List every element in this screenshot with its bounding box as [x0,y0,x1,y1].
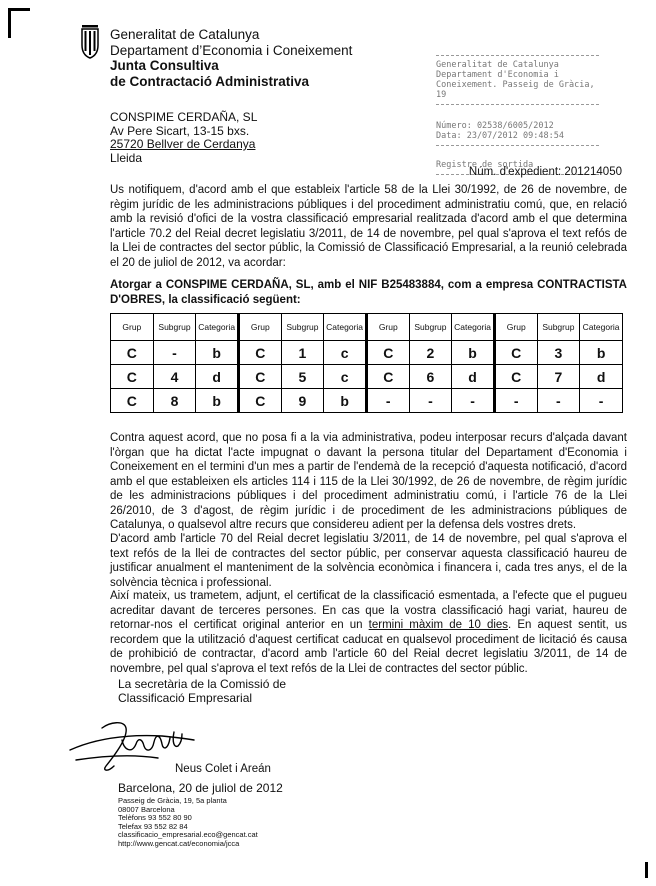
contact-website: http://www.gencat.cat/economia/jcca [118,838,240,848]
table-cell: d [580,365,623,389]
table-cell: C [366,365,409,389]
stamp-rule [436,104,599,105]
signatory-title-line: Classificació Empresarial [118,691,253,705]
col-header: Grup [494,314,537,341]
department-name: Departament d’Economia i Coneixement [110,42,353,58]
table-cell: C [238,389,281,413]
paragraph-notification: Us notifiquem, d'acord amb el que estableix l'article 58 de la Llei 30/1992, de 26 de novembre, de règim jurídic de les administracions públiques i del procediment administratiu comú, que, en relació amb la revisió d'ofici de la vostra classificació empresarial realitzada d'acord amb el que determina l'article 70.2 del Reial decret legislatiu 3/2011, de 14 de novembre, pel qual s'aprova el text refós de la Llei de contractes del sector públic, la Comissió de Classificació Empresarial, a la reunió celebrada el 20 de juliol de 2012, va acordar: [110,184,627,269]
stamp-line: Coneixement. Passeig de Gràcia, 19 [436,80,595,100]
table-row [111,389,623,413]
col-header: Categoria [580,314,623,341]
recipient-city: Lleida [110,150,143,165]
stamp-line: Generalitat de Catalunya [436,60,559,70]
col-header: Subgrup [153,314,196,341]
contact-email: classificacio_empresarial.eco@gencat.cat [118,830,258,840]
expedient-number: Núm. d'expedient: 201214050 [468,166,622,178]
stamp-date: Data: 23/07/2012 09:48:54 [436,131,564,141]
col-header: Subgrup [537,314,580,341]
table-cell: b [580,341,623,365]
scan-mark [645,862,648,878]
contact-address: Passeig de Gràcia, 19, 5a planta [118,796,227,805]
col-header: Categoria [324,314,367,341]
table-cell: b [324,389,367,413]
paragraph-certificate-part: Així mateix, us trametem, adjunt, el certificat de la classificació esmentada, a l'efecte que el pugueu acreditar davant de terceres persones. En cas que la vostra classificació hagi variat, haureu de retornar-nos el certificat original anterior en un [110,590,627,631]
letter-date: Barcelona, 20 de juliol de 2012 [118,781,283,795]
recipient-street: Av Pere Sicart, 13-15 bxs. [110,123,250,138]
registry-stamp [436,55,599,175]
recipient-name: CONSPIME CERDAÑA, SL [110,110,258,124]
contact-phone: Telèfons 93 552 80 90 [118,813,192,823]
table-cell: 1 [281,341,324,365]
table-cell: - [494,389,537,413]
contact-city: 08007 Barcelona [118,804,175,814]
col-header: Subgrup [281,314,324,341]
signer-name: Neus Colet i Areán [175,763,271,775]
stamp-rule [436,55,599,56]
table-cell: C [494,341,537,365]
table-cell: d [196,365,239,389]
recipient-address [110,111,257,165]
table-cell: b [452,341,495,365]
table-cell: 7 [537,365,580,389]
table-cell: - [409,389,452,413]
col-header: Grup [238,314,281,341]
table-cell: C [111,389,154,413]
table-cell: c [324,341,367,365]
table-cell: 4 [153,365,196,389]
table-cell: 3 [537,341,580,365]
table-cell: - [366,389,409,413]
col-header: Grup [366,314,409,341]
paragraph-solvency: D'acord amb l'article 70 del Reial decret legislatiu 3/2011, de 14 de novembre, pel qual s'aprova el text refós de la llei de contractes del sector públic, per conservar aquesta classificació haureu de justificar anualment el manteniment de la solvència econòmica i financera i, cada tres anys, el de la solvència tècnica i professional. [110,533,627,589]
table-cell: 6 [409,365,452,389]
col-header: Categoria [452,314,495,341]
table-cell: C [494,365,537,389]
paragraph-appeal: Contra aquest acord, que no posa fi a la via administrativa, podeu interposar recurs d'alçada davant l'òrgan que ha dictat l'acte impugnat o davant la persona titular del Departament d'Economia i Coneixement en el termini d'un mes a partir de l'endemà de la recepció d'aquesta notificació, d'acord amb el que estableixen els articles 114 i 115 de la Llei 30/1992, de 26 de novembre, de règim jurídic de les administracions públiques i del procediment administratiu comú, i l'article 76 de la Llei 26/2010, de 3 d'agost, de règim jurídic i de procediment de les administracions públiques de Catalunya, o qualsevol altre recurs que considereu adient per la defensa dels vostres drets. [110,432,627,531]
scan-mark [8,8,30,11]
stamp-type: Registre de sortida [436,160,534,170]
table-cell: - [153,341,196,365]
stamp-line: Departament d'Economia i [436,70,559,80]
col-header: Grup [111,314,154,341]
paragraph-award: Atorgar a CONSPIME CERDAÑA, SL, amb el NIF B25483884, com a empresa CONTRACTISTA D'OBRES, la classificació següent: [110,279,627,306]
board-name-2: de Contractació Administrativa [110,73,310,89]
table-cell: C [238,365,281,389]
table-cell: C [238,341,281,365]
deadline-text: termini màxim de 10 dies [368,619,509,631]
table-cell: c [324,365,367,389]
generalitat-logo-icon [80,25,100,59]
table-cell: 5 [281,365,324,389]
table-cell: - [580,389,623,413]
contact-block [118,797,258,849]
org-name: Generalitat de Catalunya [110,27,260,42]
table-cell: C [111,365,154,389]
signatory-title-line: La secretària de la Comissió de [118,677,287,691]
col-header: Categoria [196,314,239,341]
letterhead [110,27,352,89]
stamp-rule [436,145,599,146]
table-cell: C [111,341,154,365]
paragraph-certificate [110,589,627,676]
table-row [111,341,623,365]
table-cell: b [196,389,239,413]
stamp-number: Número: 02538/6005/2012 [436,121,554,131]
signatory-title [118,677,286,705]
table-cell: 9 [281,389,324,413]
contact-fax: Telefax 93 552 82 84 [118,821,188,831]
paragraph-certificate-part: . En aquest sentit, us recordem que la utilització d'aquest certificat caducat en qualsevol procediment de licitació és causa de prohibició de contractar, d'acord amb l'article 60 del Reial decret legislatiu 3/2011, de 14 de novembre, pel qual s'aprova el text refós de la Llei de contractes del sector públic. [110,619,627,675]
table-cell: d [452,365,495,389]
classification-table [110,313,623,413]
table-cell: 8 [153,389,196,413]
table-cell: - [537,389,580,413]
recipient-postal: 25720 Bellver de Cerdanya [110,137,256,151]
col-header: Subgrup [409,314,452,341]
table-header-row [111,314,623,341]
board-name: Junta Consultiva [110,58,219,73]
table-cell: 2 [409,341,452,365]
scan-mark [8,8,11,38]
table-cell: b [196,341,239,365]
table-row [111,365,623,389]
table-cell: - [452,389,495,413]
table-cell: C [366,341,409,365]
